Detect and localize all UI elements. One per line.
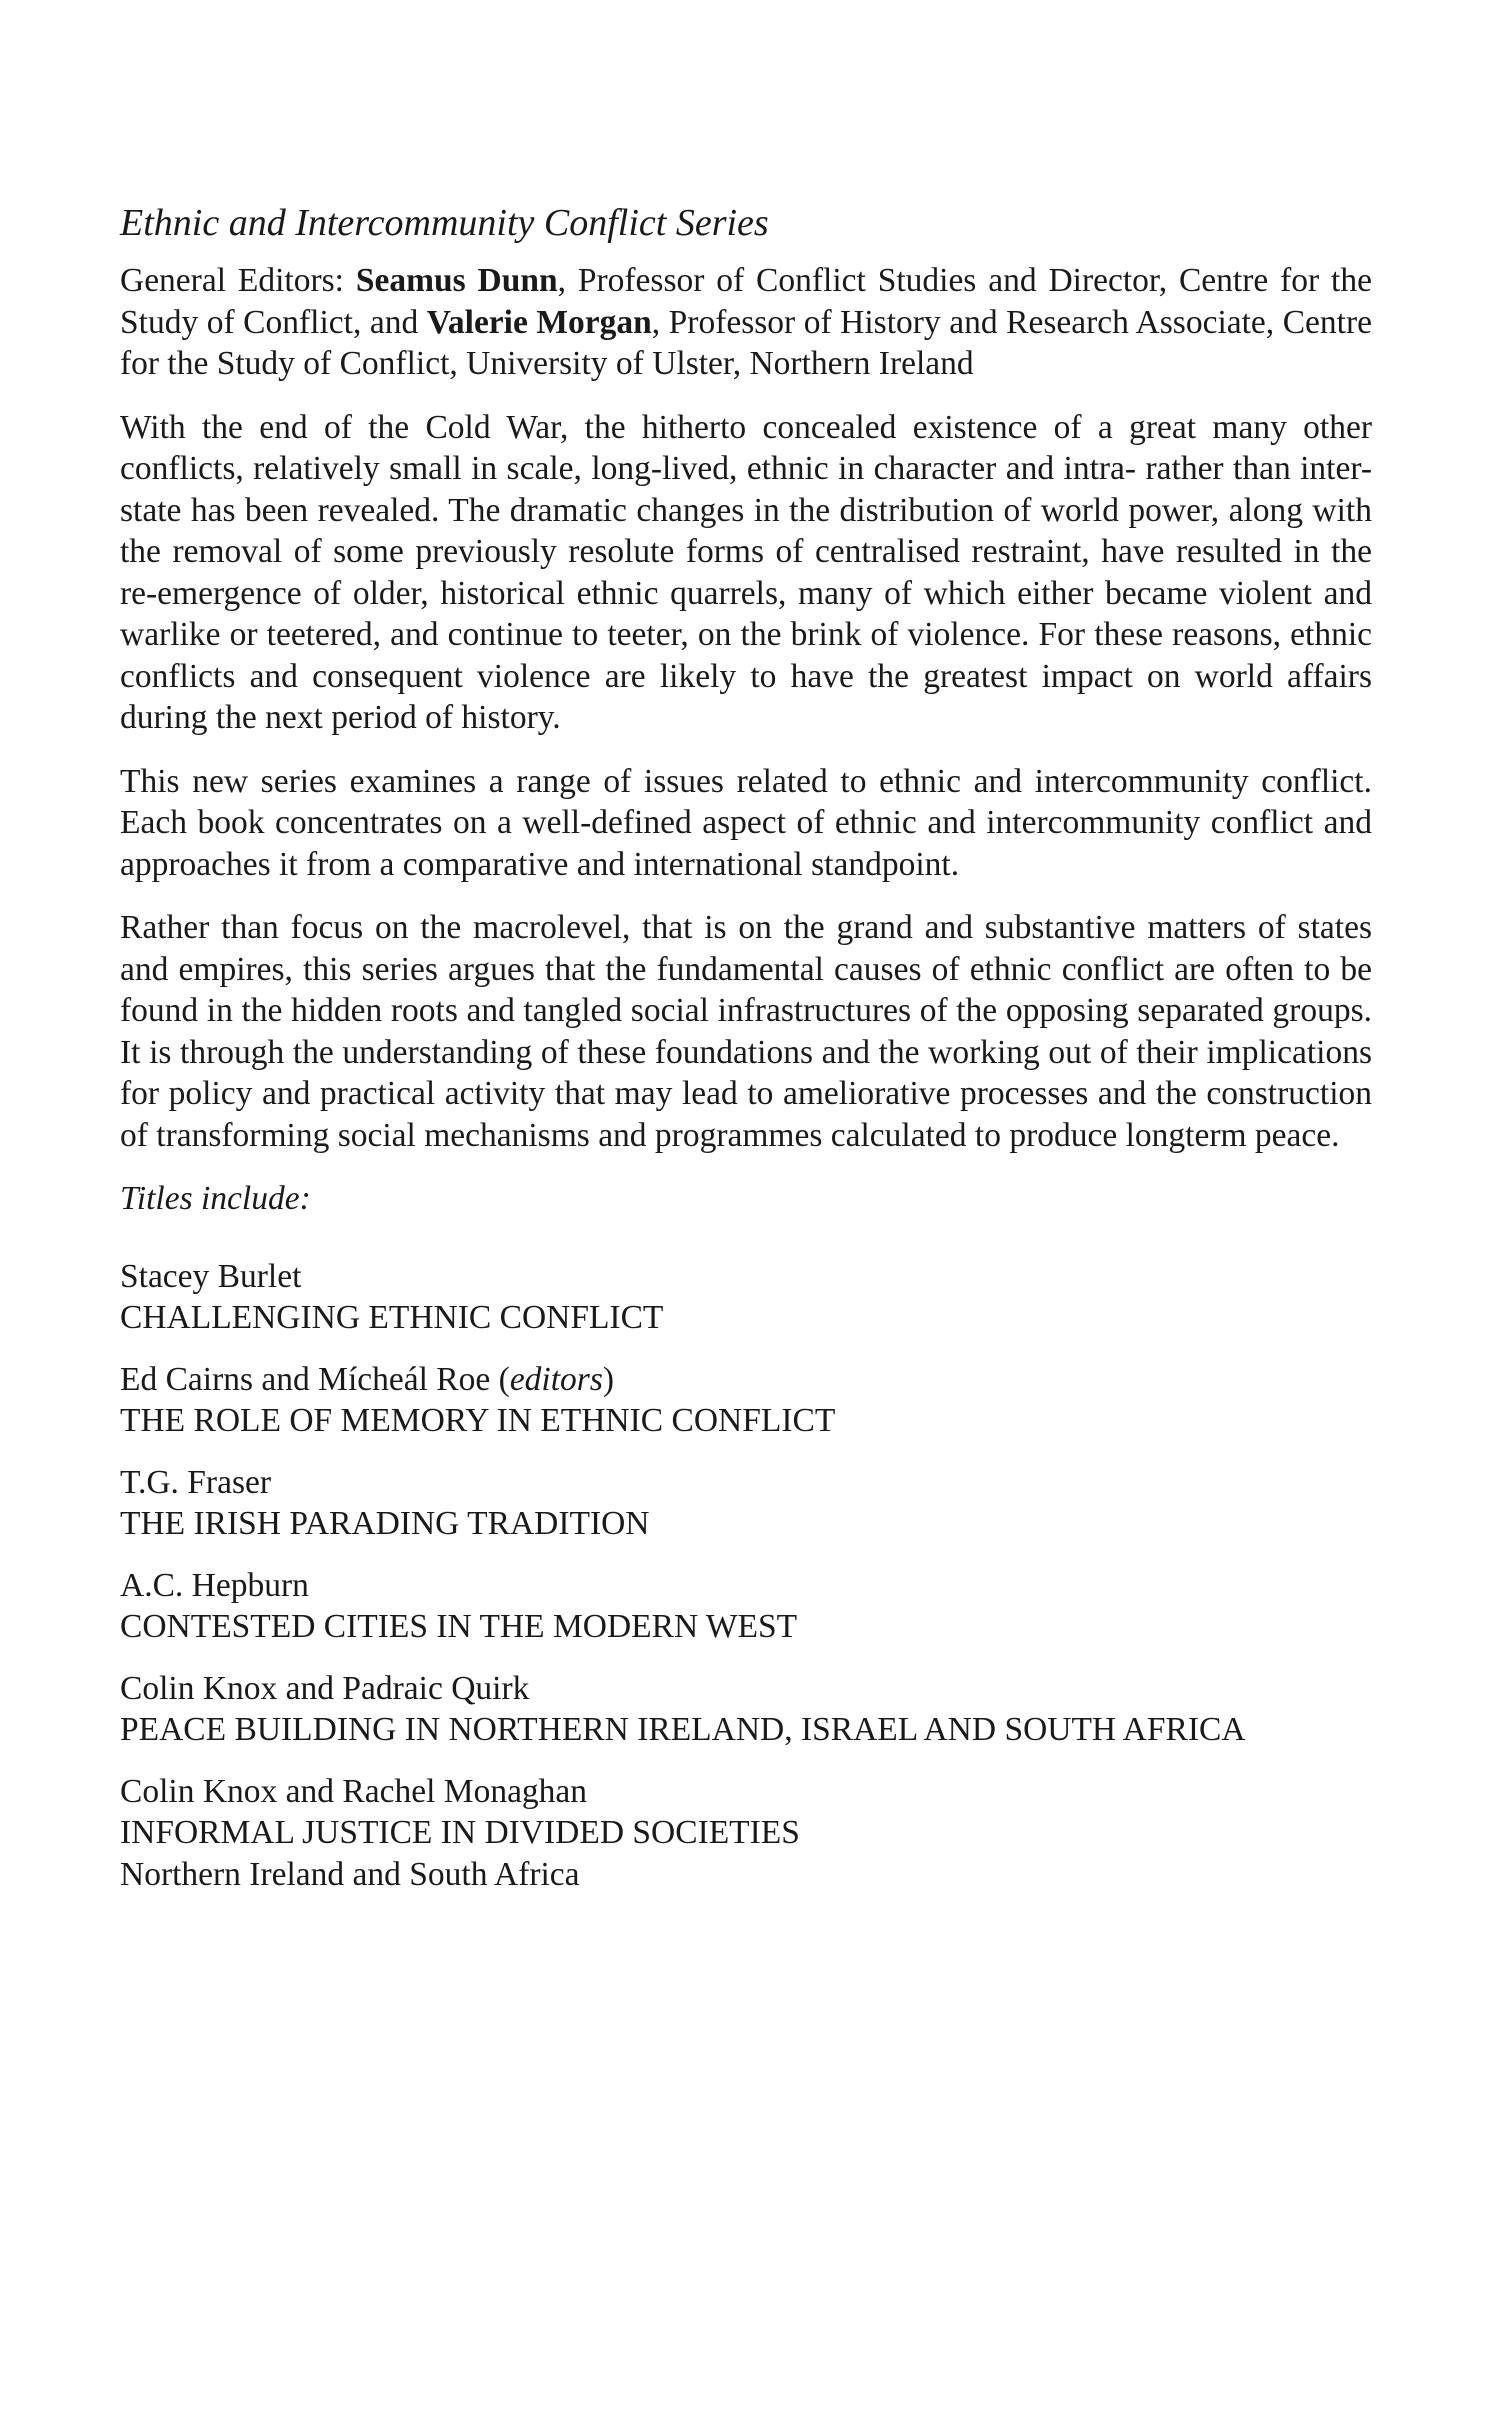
editor-role-dunn: , Professor of Conflict Studies and Director, Centre for the Study of Conflict, and: [120, 262, 1372, 341]
book-title: CONTESTED CITIES IN THE MODERN WEST: [120, 1608, 798, 1645]
editor-role-morgan: , Professor of History and Research Associate, Centre for the Study of Conflict, University of Ulster, Northern Ireland: [120, 303, 1372, 382]
title-entry: [120, 1771, 1372, 1896]
title-author: [120, 1359, 1372, 1401]
general-editors-paragraph: [120, 260, 1372, 385]
intro-paragraph-3: Rather than focus on the macrolevel, that is on the grand and substantive matters of states and empires, this series argues that the fundamental causes of ethnic conflict are often to be found in the hidden roots and tangled social infrastructures of the opposing separated groups. It is through the understanding of these foundations and the working out of their implications for policy and practical activity that may lead to ameliorative processes and the construction of transforming social mechanisms and programmes calculated to produce longterm peace.: [120, 909, 1372, 1154]
title-author-note: editors: [509, 1360, 603, 1398]
editors-lead: General Editors:: [120, 262, 356, 299]
title-author: Colin Knox and Rachel Monaghan: [120, 1772, 588, 1810]
editor-name-dunn: Seamus Dunn: [355, 262, 558, 299]
title-entry: [120, 1462, 1372, 1545]
intro-paragraph-2: This new series examines a range of issues related to ethnic and intercommunity conflict. Each book concentrates on a well-defined aspect of ethnic and intercommunity conflict and approaches it from a comparative and international standpoint.: [120, 762, 1372, 883]
page: [120, 200, 1372, 1915]
book-title: INFORMAL JUSTICE IN DIVIDED SOCIETIES: [120, 1814, 800, 1851]
series-title: Ethnic and Intercommunity Conflict Series: [120, 202, 769, 244]
book-title: PEACE BUILDING IN NORTHERN IRELAND, ISRAEL AND SOUTH AFRICA: [120, 1711, 1246, 1748]
title-author-names: Ed Cairns and Mícheál Roe (: [120, 1360, 510, 1398]
titles-heading: Titles include:: [120, 1180, 311, 1217]
editor-name-morgan: Valerie Morgan: [426, 303, 652, 341]
book-title: THE ROLE OF MEMORY IN ETHNIC CONFLICT: [120, 1402, 836, 1439]
title-entry: [120, 1565, 1372, 1648]
book-subtitle: Northern Ireland and South Africa: [120, 1855, 580, 1893]
book-title: CHALLENGING ETHNIC CONFLICT: [120, 1299, 664, 1336]
title-author: A.C. Hepburn: [120, 1566, 309, 1604]
title-entry: [120, 1256, 1372, 1339]
title-author-end: ): [602, 1360, 615, 1398]
title-entry: [120, 1668, 1372, 1751]
title-author: Stacey Burlet: [120, 1257, 302, 1295]
title-entry: [120, 1359, 1372, 1442]
intro-paragraph-1: With the end of the Cold War, the hitherto concealed existence of a great many other conflicts, relatively small in scale, long-lived, ethnic in character and intra- rather than inter-state has been revealed. The dramatic changes in the distribution of world power, along with the removal of some previously resolute forms of centralised restraint, have resulted in the re-emergence of older, historical ethnic quarrels, many of which either became violent and warlike or teetered, and continue to teeter, on the brink of violence. For these reasons, ethnic conflicts and consequent violence are likely to have the greatest impact on world affairs during the next period of history.: [120, 408, 1372, 736]
title-author: T.G. Fraser: [120, 1463, 272, 1501]
book-title: THE IRISH PARADING TRADITION: [120, 1505, 650, 1542]
title-author: Colin Knox and Padraic Quirk: [120, 1669, 530, 1707]
